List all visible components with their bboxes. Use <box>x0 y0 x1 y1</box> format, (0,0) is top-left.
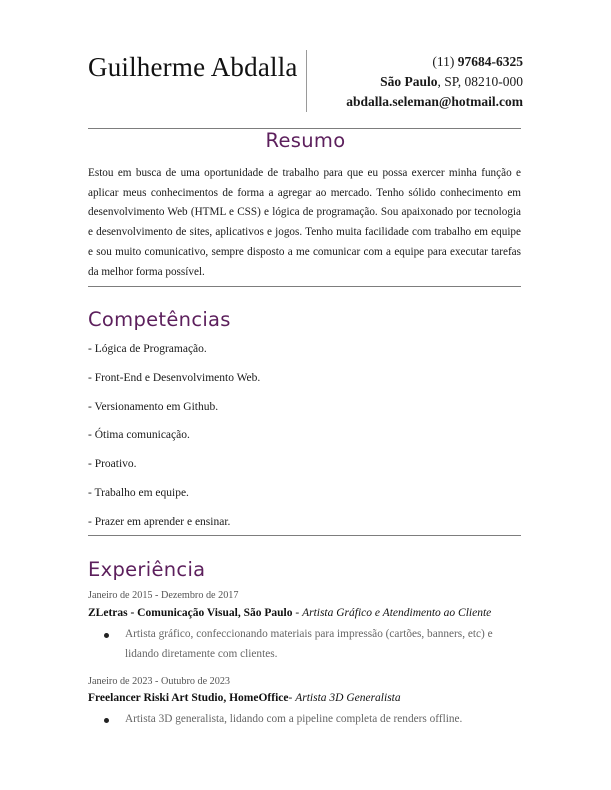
phone-prefix: (11) <box>432 54 458 69</box>
divider-skills <box>88 535 521 536</box>
skill-item: - Ótima comunicação. <box>88 429 190 442</box>
address-city: São Paulo <box>380 74 438 89</box>
job-heading <box>88 692 401 704</box>
bullet-icon <box>104 718 109 723</box>
job-dates: Janeiro de 2015 - Dezembro de 2017 <box>88 590 239 601</box>
skills-list <box>88 341 260 543</box>
job-role: Artista 3D Generalista <box>295 692 401 704</box>
job-role: Artista Gráfico e Atendimento ao Cliente <box>302 607 492 619</box>
skill-item: - Lógica de Programação. <box>88 343 207 355</box>
summary-title: Resumo <box>265 129 346 152</box>
job-description-line: Artista 3D generalista, lidando com a pipeline completa de renders offline. <box>125 713 463 725</box>
job-description-line: Artista gráfico, confeccionando materiais para impressão (cartões, banners, etc) e <box>125 628 493 640</box>
skill-item: - Trabalho em equipe. <box>88 486 189 499</box>
divider-summary <box>88 286 521 287</box>
skill-item: - Proativo. <box>88 458 137 471</box>
skill-item: - Prazer em aprender e ensinar. <box>88 515 231 528</box>
summary-text: Estou em busca de uma oportunidade de trabalho para que eu possa exercer minha função e aplicar meus conhecimentos de forma a agregar ao mercado. Tenho sólido conhecimento em desenvolvimento Web (HTML e CSS) e lógica de programação. Sou apaixonado por tecnologia e desenvolvimento de sites, aplicativos e jogos. Tenho muita facilidade com trabalho em equipe e sou muito comunicativo, sempre disposto a me comunicar com a equipe para executar tarefas da melhor forma possível. <box>88 167 521 278</box>
job-separator: - <box>288 692 296 704</box>
header-divider <box>306 50 307 112</box>
job-separator: - <box>292 607 303 619</box>
contact-block <box>346 52 523 112</box>
job-description-line: lidando diretamente com clientes. <box>125 648 278 660</box>
candidate-name: Guilherme Abdalla <box>88 52 298 82</box>
job-dates: Janeiro de 2023 - Outubro de 2023 <box>88 676 231 687</box>
phone-number: 97684-6325 <box>457 54 523 69</box>
skill-item: - Versionamento em Github. <box>88 400 219 413</box>
job-company: ZLetras - Comunicação Visual, São Paulo <box>88 607 293 619</box>
address <box>346 72 523 92</box>
email[interactable]: abdalla.seleman@hotmail.com <box>346 94 523 109</box>
job-heading <box>88 607 491 619</box>
skills-title: Competências <box>88 308 231 331</box>
bullet-icon <box>104 633 109 638</box>
address-region: , SP, 08210-000 <box>437 74 523 89</box>
experience-title: Experiência <box>88 558 206 581</box>
phone <box>346 52 523 72</box>
skill-item: - Front-End e Desenvolvimento Web. <box>88 371 261 384</box>
job-company: Freelancer Riski Art Studio, HomeOffice <box>88 692 289 704</box>
